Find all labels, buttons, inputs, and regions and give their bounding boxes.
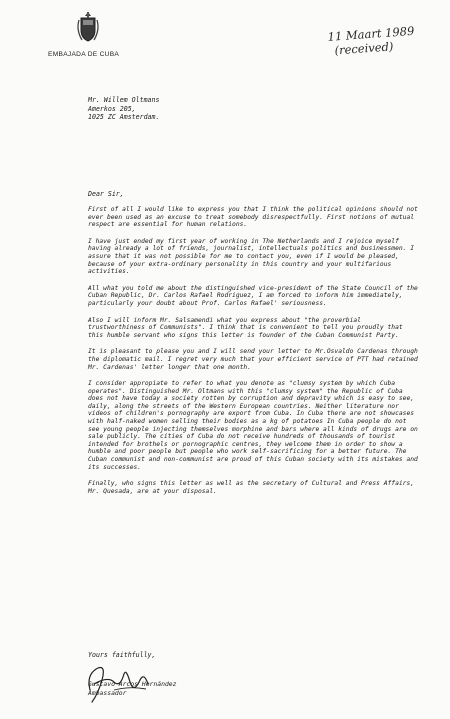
- closing: Yours faithfully,: [88, 651, 156, 659]
- salutation: Dear Sir,: [88, 190, 124, 198]
- signer-name: Gustavo Arcos Hernández: [88, 680, 177, 688]
- paragraph: Finally, who signs this letter as well as the secretary of Cultural and Press Affairs, Mr. Quesada, are at your disposal.: [88, 480, 415, 495]
- handwritten-date-annotation: [327, 22, 439, 58]
- handwritten-date: 11 Maart 1989: [327, 23, 415, 44]
- recipient-address: [88, 96, 159, 122]
- handwritten-received-note: (received): [334, 39, 394, 58]
- coat-of-arms-icon: [75, 10, 101, 44]
- paragraph: First of all I would like to express you that I think the political opinions should not ever been used as an excuse to treat somebody disrespectfully. First notions of mutual respect are essential for human relations.: [88, 206, 418, 229]
- recipient-street: Amerkos 205,: [88, 104, 136, 113]
- paragraph: All what you told me about the distinguished vice-president of the State Council of the Cuban Republic, Dr. Carlos Rafael Rodriguez, I am forced to inform him immediately, particularly your doubt about Prof. Carlos Rafael' seriousness.: [88, 284, 418, 307]
- recipient-city: 1025 ZC Amsterdam.: [88, 113, 160, 122]
- paragraph: It is pleasant to please you and I will send your letter to Mr.Osvaldo Cardenas through the diplomatic mail. I regret very much that your efficient service of PTT had retained Mr. Cardenas' letter longer that one month.: [88, 348, 418, 371]
- recipient-name: Mr. Willem Oltmans: [88, 96, 160, 104]
- paragraph: I consider appropiate to refer to what you denote as "clumsy system by which Cuba operates". Distinguished Mr. Oltmans with this "clumsy system" the Republic of Cuba does not have today a society rotten by corruption and depravity which is easy to see, daily, along the streets of the Western European countries. Neither literature nor videos of children's pornography are export from Cuba. In Cuba there are not showcases with half-naked women selling their bodies as a kg of potatoes In Cuba people do not see young people injecting themselves morphine and bars where all kinds of drugs are on sale publicly. The cities of Cuba do not receive hundreds of thousands of tourist intended for brothels or pornographic centres, they welcome them in order to show a humble and poor people but people who work self-sacrificing for a better future. The Cuban communist and non-communist are proud of this Cuban society with its mistakes and its successes.: [88, 380, 418, 471]
- signer-block: [88, 680, 177, 697]
- embassy-letterhead: EMBAJADA DE CUBA: [48, 51, 120, 58]
- letter-body: [88, 206, 420, 504]
- signer-title: Ambassador: [88, 688, 127, 697]
- paragraph: Also I will inform Mr. Salsamendi what you express about "the proverbial trustworthiness of Communists". I think that is convenient to tell you proudly that this humble servant who signs this letter is founder of the Cuban Communist Party.: [88, 316, 403, 339]
- paragraph: I have just ended my first year of working in The Netherlands and I rejoice myself having already a lot of friends, journalist, intellectuals politics and businessmen. I assure that it was not possible for me to contact you, even if I would be pleased, because of your extra-ordinary personality in this country and your multifarious activities.: [88, 237, 415, 276]
